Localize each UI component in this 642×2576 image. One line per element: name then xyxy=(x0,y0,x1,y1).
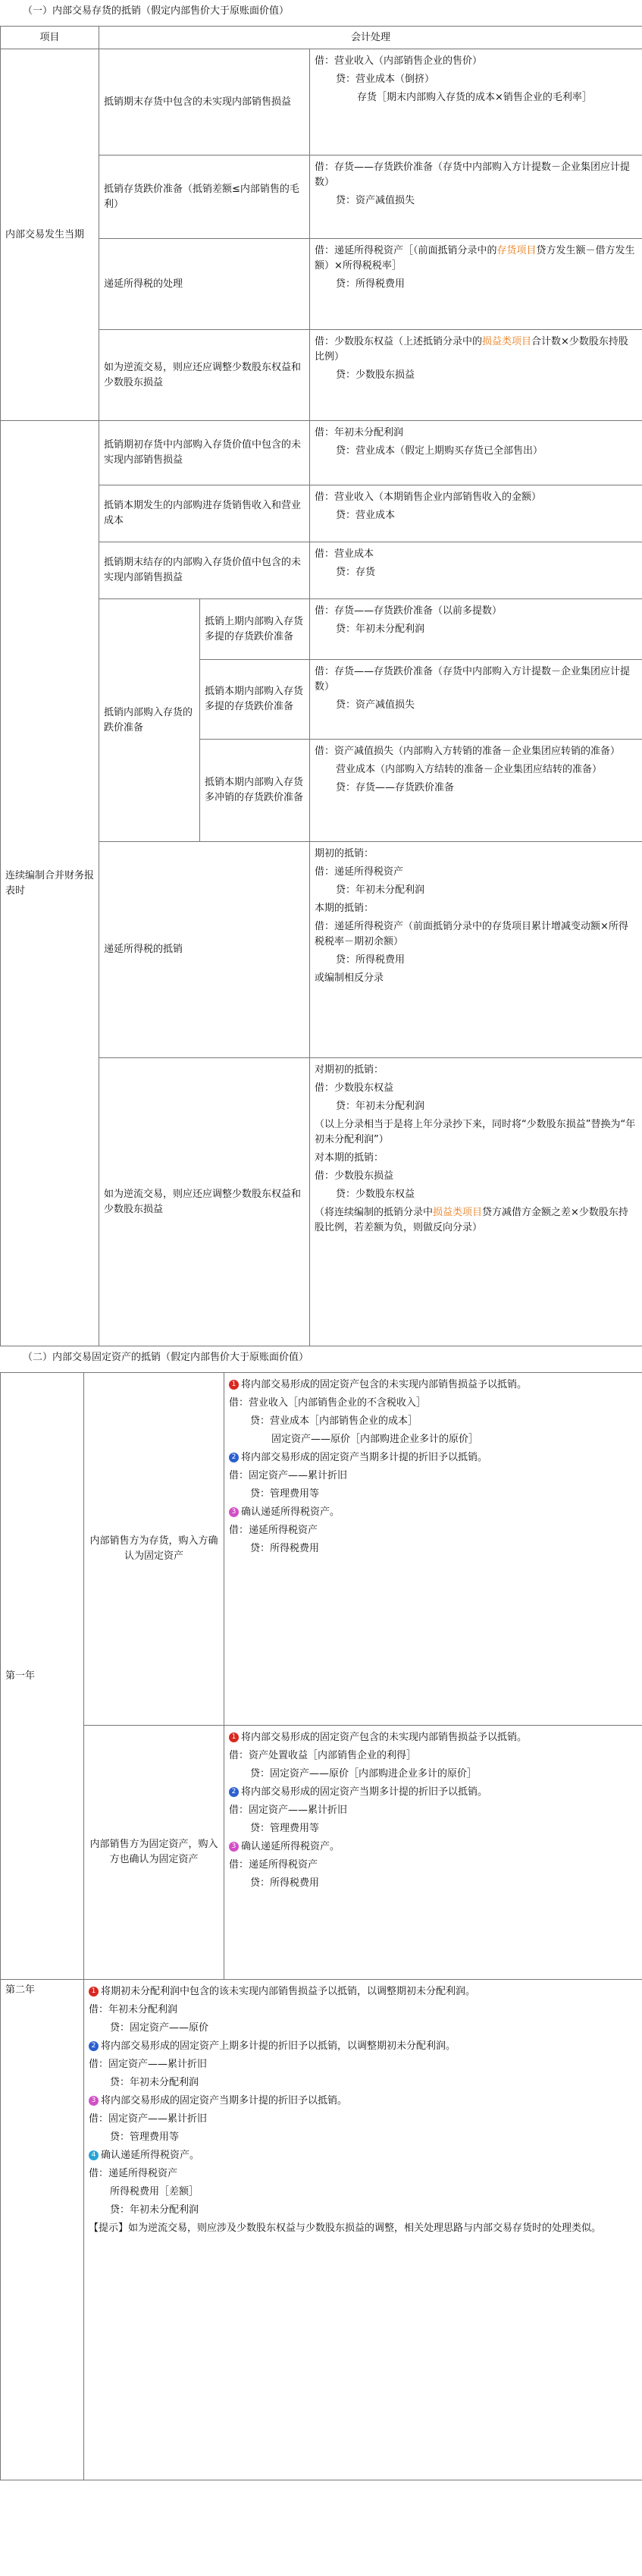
text: （将连续编制的抵销分录中 xyxy=(315,1207,434,1218)
entry-line xyxy=(315,242,637,275)
row-opening-item: 抵销期初存货中内部购入存货价值中包含的未实现内部销售损益 xyxy=(99,421,310,485)
entry-line: 贷：所得税费用 xyxy=(250,1543,320,1554)
entry-line: 贷：资产减值损失 xyxy=(336,195,415,206)
row-minority-cons-item: 如为逆流交易，则应还应调整少数股东权益和少数股东损益 xyxy=(99,1058,310,1346)
entry-line: 贷：所得税费用 xyxy=(336,954,406,966)
text: 借：递延所得税资产［（前面抵销分录中的 xyxy=(315,245,497,256)
row-unrealized-profit-entry xyxy=(310,49,642,156)
number-1-icon: 1 xyxy=(229,1733,239,1742)
entry-line xyxy=(229,1376,637,1394)
text: 借：少数股东权益（上述抵销分录中的 xyxy=(315,336,483,347)
entry-line xyxy=(89,1983,637,2001)
case-asset-to-asset-entry xyxy=(224,1726,642,1980)
entry-line: 借：年初未分配利润 xyxy=(89,2004,178,2015)
sub-writeoff-entry xyxy=(310,740,642,842)
entry-line xyxy=(89,2147,637,2165)
text: 合计数×少数股东持股比例） xyxy=(315,336,628,363)
entry-line: 贷：年初未分配利润 xyxy=(336,1101,425,1112)
entry-line: 借：递延所得税资产 xyxy=(229,1525,318,1536)
inventory-elimination-table xyxy=(0,26,642,1346)
entry-line: 贷：所得税费用 xyxy=(250,1877,320,1889)
row-opening-entry xyxy=(310,421,642,485)
text: 将内部交易形成的固定资产包含的未实现内部销售损益予以抵销。 xyxy=(241,1732,528,1743)
fixed-asset-elimination-table xyxy=(0,1372,642,2480)
text: 确认递延所得税资产。 xyxy=(241,1506,340,1518)
row-closing-item: 抵销期末结存的内部购入存货价值中包含的未实现内部销售损益 xyxy=(99,542,310,599)
year-2-label: 第二年 xyxy=(1,1980,84,2480)
entry-line: 本期的抵销： xyxy=(315,903,374,914)
entry-line: 借：存货——存货跌价准备（以前多提数） xyxy=(315,605,503,617)
entry-line: 借：固定资产——累计折旧 xyxy=(229,1805,348,1816)
entry-line: 借：年初未分配利润 xyxy=(315,427,404,438)
entry-line: 贷：少数股东损益 xyxy=(336,369,415,381)
entry-line: 借：递延所得税资产 xyxy=(229,1859,318,1871)
highlight-text: 损益类项目 xyxy=(482,336,532,347)
sub-current-entry xyxy=(310,660,642,740)
text: 确认递延所得税资产。 xyxy=(241,1841,340,1852)
text: 将内部交易形成的固定资产上期多计提的折旧予以抵销，以调整期初未分配利润。 xyxy=(101,2040,456,2052)
entry-line: 借：营业收入（本期销售企业内部销售收入的金额） xyxy=(315,492,542,503)
entry-line: 贷：管理费用等 xyxy=(250,1488,320,1500)
entry-line: 借：存货——存货跌价准备（存货中内部购入方计提数－企业集团应计提数） xyxy=(315,162,631,188)
number-1-icon: 1 xyxy=(89,1987,99,1996)
row-current-sales-entry xyxy=(310,485,642,542)
entry-line: 借：固定资产——累计折旧 xyxy=(89,2059,208,2070)
entry-line: 或编制相反分录 xyxy=(315,972,384,984)
entry-line: 借：资产处置收益［内部销售企业的利得］ xyxy=(229,1750,417,1761)
case-inventory-to-asset-entry xyxy=(224,1373,642,1726)
row-deferred-tax-cons-entry xyxy=(310,842,642,1058)
entry-line xyxy=(315,333,637,366)
entry-line: 期初的抵销： xyxy=(315,848,374,859)
text: 将内部交易形成的固定资产当期多计提的折旧予以抵销。 xyxy=(241,1786,488,1798)
entry-line xyxy=(229,1449,637,1467)
entry-line: 贷：管理费用等 xyxy=(250,1823,320,1834)
entry-line: 贷：年初未分配利润 xyxy=(110,2077,199,2088)
entry-line: 贷：存货——存货跌价准备 xyxy=(336,782,455,793)
tip-line: 【提示】如为逆流交易，则应涉及少数股东权益与少数股东损益的调整，相关处理思路与内部交易存货时的处理类似。 xyxy=(89,2223,602,2234)
entry-line xyxy=(229,1838,637,1856)
row-unrealized-profit-item: 抵销期末存货中包含的未实现内部销售损益 xyxy=(99,49,310,156)
sub-prior-item: 抵销上期内部购入存货多提的存货跌价准备 xyxy=(200,599,310,660)
entry-line: 借：资产减值损失（内部购入方转销的准备－企业集团应转销的准备） xyxy=(315,746,621,757)
year-2-entry xyxy=(84,1980,642,2480)
entry-line: 借：递延所得税资产（前面抵销分录中的存货项目累计增减变动额×所得税税率－期初余额） xyxy=(315,921,628,947)
case-inventory-to-asset-item: 内部销售方为存货，购入方确认为固定资产 xyxy=(84,1373,224,1726)
sub-writeoff-item: 抵销本期内部购入存货多冲销的存货跌价准备 xyxy=(200,740,310,842)
text: 将期初未分配利润中包含的该未实现内部销售损益予以抵销，以调整期初未分配利润。 xyxy=(101,1986,476,1997)
number-3-icon: 3 xyxy=(229,1507,239,1517)
number-2-icon: 2 xyxy=(229,1787,239,1797)
entry-line xyxy=(89,2037,637,2056)
highlight-text: 存货项目 xyxy=(496,245,537,256)
sub-prior-entry xyxy=(310,599,642,660)
entry-line: 营业成本（内部购入方结转的准备－企业集团应结转的准备） xyxy=(336,764,603,775)
entry-line: 贷：年初未分配利润 xyxy=(336,884,425,896)
entry-line: 借：营业成本 xyxy=(315,548,374,560)
entry-line: 固定资产——原价［内部购进企业多计的原价］ xyxy=(271,1434,479,1445)
text: 将内部交易形成的固定资产包含的未实现内部销售损益予以抵销。 xyxy=(241,1379,528,1390)
entry-line: 贷：年初未分配利润 xyxy=(336,624,425,635)
consolidated-label: 连续编制合并财务报表时 xyxy=(1,421,99,1346)
entry-line: 贷：资产减值损失 xyxy=(336,699,415,711)
case-asset-to-asset-item: 内部销售方为固定资产，购入方也确认为固定资产 xyxy=(84,1726,224,1980)
row-impairment-entry xyxy=(310,156,642,239)
entry-line: （以上分录相当于是将上年分录抄下来，同时将“少数股东损益”替换为“年初未分配利润”） xyxy=(315,1119,636,1145)
entry-line: 借：递延所得税资产 xyxy=(89,2168,178,2179)
number-4-icon: 4 xyxy=(89,2150,99,2160)
sub-current-item: 抵销本期内部购入存货多提的存货跌价准备 xyxy=(200,660,310,740)
entry-line: 借：固定资产——累计折旧 xyxy=(229,1470,348,1481)
entry-line: 贷：固定资产——原价 xyxy=(110,2022,209,2034)
entry-line: 借：营业收入［内部销售企业的不含税收入］ xyxy=(229,1397,427,1409)
entry-line: 借：少数股东损益 xyxy=(315,1170,394,1182)
row-deferred-tax-entry xyxy=(310,239,642,330)
entry-line xyxy=(315,1204,637,1237)
entry-line: 对本期的抵销： xyxy=(315,1152,384,1164)
text: 贷方发生额－借方发生额）×所得税税率］ xyxy=(315,245,635,272)
entry-line: 存货［期末内部购入存货的成本×销售企业的毛利率］ xyxy=(357,92,592,103)
entry-line xyxy=(229,1503,637,1522)
row-minority-item: 如为逆流交易，则应还应调整少数股东权益和少数股东损益 xyxy=(99,330,310,421)
text: 贷方减借方金额之差×少数股东持股比例，若差额为负，则做反向分录） xyxy=(315,1207,628,1233)
number-2-icon: 2 xyxy=(229,1453,239,1462)
text: 确认递延所得税资产。 xyxy=(101,2150,200,2161)
entry-line xyxy=(229,1729,637,1747)
number-3-icon: 3 xyxy=(89,2096,99,2106)
entry-line: 贷：管理费用等 xyxy=(110,2131,180,2143)
row-minority-entry xyxy=(310,330,642,421)
entry-line xyxy=(229,1783,637,1802)
row-impairment-item: 抵销存货跌价准备（抵销差额≤内部销售的毛利） xyxy=(99,156,310,239)
row-minority-cons-entry xyxy=(310,1058,642,1346)
entry-line: 贷：所得税费用 xyxy=(336,278,406,290)
highlight-text: 损益类项目 xyxy=(433,1207,483,1218)
text: 将内部交易形成的固定资产当期多计提的折旧予以抵销。 xyxy=(241,1452,488,1463)
row-deferred-tax-item: 递延所得税的处理 xyxy=(99,239,310,330)
year-1-label: 第一年 xyxy=(1,1373,84,1980)
current-period-label: 内部交易发生当期 xyxy=(1,49,99,421)
header-item: 项目 xyxy=(1,27,99,49)
entry-line: 贷：营业成本（假定上期购买存货已全部售出） xyxy=(336,445,543,457)
row-current-sales-item: 抵销本期发生的内部购进存货销售收入和营业成本 xyxy=(99,485,310,542)
entry-line: 借：固定资产——累计折旧 xyxy=(89,2113,208,2125)
header-accounting: 会计处理 xyxy=(99,27,642,49)
entry-line: 借：营业收入（内部销售企业的售价） xyxy=(315,55,483,67)
row-deferred-tax-cons-item: 递延所得税的抵销 xyxy=(99,842,310,1058)
section-2-title: （二）内部交易固定资产的抵销（假定内部售价大于原账面价值） xyxy=(23,1352,309,1363)
entry-line: 贷：固定资产——原价［内部购进企业多计的原价］ xyxy=(250,1768,478,1780)
entry-line: 贷：营业成本 xyxy=(336,510,396,521)
entry-line: 借：递延所得税资产 xyxy=(315,866,404,878)
entry-line: 借：存货——存货跌价准备（存货中内部购入方计提数－企业集团应计提数） xyxy=(315,666,631,693)
entry-line: 贷：少数股东权益 xyxy=(336,1189,415,1200)
entry-line: 贷：营业成本（倒挤） xyxy=(336,74,435,85)
entry-line: 贷：存货 xyxy=(336,567,376,578)
section-1-title: （一）内部交易存货的抵销（假定内部售价大于原账面价值） xyxy=(23,5,290,17)
number-1-icon: 1 xyxy=(229,1380,239,1390)
entry-line: 借：少数股东权益 xyxy=(315,1082,394,1094)
number-3-icon: 3 xyxy=(229,1842,239,1852)
entry-line: 对期初的抵销： xyxy=(315,1064,384,1076)
number-2-icon: 2 xyxy=(89,2041,99,2051)
row-provision-item: 抵销内部购入存货的跌价准备 xyxy=(99,599,200,842)
entry-line: 贷：年初未分配利润 xyxy=(110,2204,199,2216)
entry-line xyxy=(89,2092,637,2110)
entry-line: 所得税费用［差额］ xyxy=(110,2186,199,2197)
text: 将内部交易形成的固定资产当期多计提的折旧予以抵销。 xyxy=(101,2095,348,2106)
row-closing-entry xyxy=(310,542,642,599)
entry-line: 贷：营业成本［内部销售企业的成本］ xyxy=(250,1415,418,1427)
